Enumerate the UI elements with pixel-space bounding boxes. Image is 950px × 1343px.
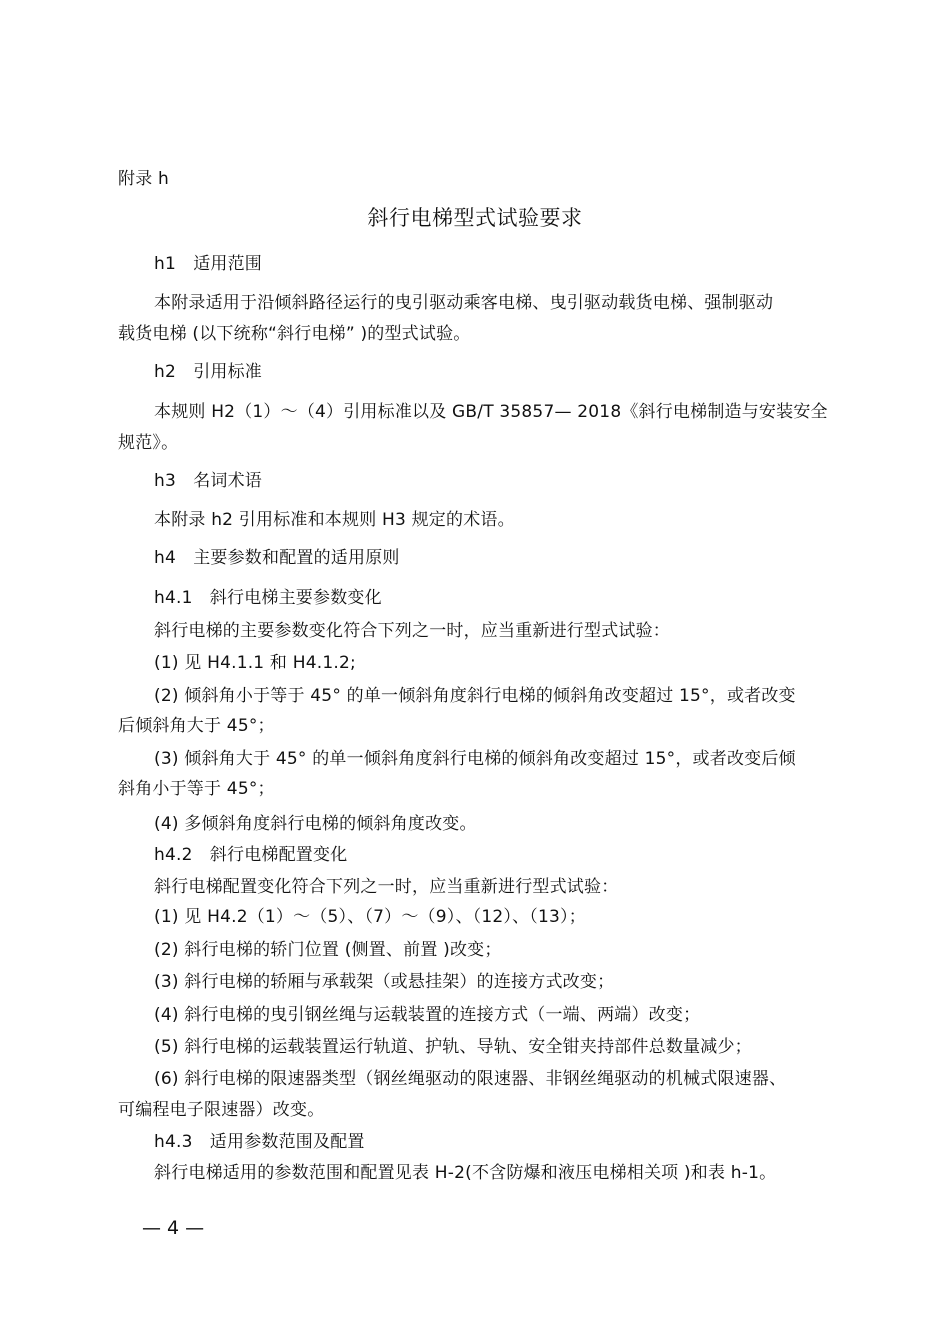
- section-h1-body-line2: 载货电梯 (以下统称“斜行电梯” )的型式试验。: [118, 324, 471, 344]
- page-number: — 4 —: [142, 1217, 205, 1239]
- section-h42-heading: h4.2 斜行电梯配置变化: [154, 845, 348, 865]
- section-h42-item2: (2) 斜行电梯的轿门位置 (侧置、前置 )改变；: [154, 940, 502, 960]
- section-h42-intro: 斜行电梯配置变化符合下列之一时，应当重新进行型式试验：: [154, 877, 619, 897]
- section-h2-body-line2: 规范》。: [118, 433, 179, 453]
- section-h42-item6-line1: (6) 斜行电梯的限速器类型（钢丝绳驱动的限速器、非钢丝绳驱动的机械式限速器、: [154, 1069, 787, 1089]
- appendix-label: 附录 h: [118, 169, 169, 189]
- section-h41-item3-line1: (3) 倾斜角大于 45° 的单一倾斜角度斜行电梯的倾斜角改变超过 15°，或者改变后倾: [154, 749, 796, 769]
- section-h41-item3-line2: 斜角小于等于 45°；: [118, 779, 275, 799]
- section-h3-heading: h3 名词术语: [154, 471, 262, 491]
- section-h41-item2-line2: 后倾斜角大于 45°；: [118, 716, 275, 736]
- section-h1-heading: h1 适用范围: [154, 254, 262, 274]
- section-h42-item3: (3) 斜行电梯的轿厢与承载架（或悬挂架）的连接方式改变；: [154, 972, 615, 992]
- section-h43-heading: h4.3 适用参数范围及配置: [154, 1132, 365, 1152]
- page-title: 斜行电梯型式试验要求: [367, 206, 583, 230]
- section-h42-item1: (1) 见 H4.2（1）～（5）、（7）～（9）、（12）、（13）；: [154, 907, 586, 927]
- section-h42-item4: (4) 斜行电梯的曳引钢丝绳与运载装置的连接方式（一端、两端）改变；: [154, 1005, 701, 1025]
- section-h42-item6-line2: 可编程电子限速器）改变。: [118, 1100, 325, 1120]
- section-h2-heading: h2 引用标准: [154, 362, 262, 382]
- section-h2-body-line1: 本规则 H2（1）～（4）引用标准以及 GB/T 35857— 2018《斜行电梯制造与安装安全: [154, 402, 828, 422]
- section-h41-intro: 斜行电梯的主要参数变化符合下列之一时，应当重新进行型式试验：: [154, 621, 670, 641]
- section-h43-body-line1: 斜行电梯适用的参数范围和配置见表 H-2(不含防爆和液压电梯相关项 )和表 h-1。: [154, 1163, 777, 1183]
- section-h4-heading: h4 主要参数和配置的适用原则: [154, 548, 400, 568]
- section-h41-heading: h4.1 斜行电梯主要参数变化: [154, 588, 382, 608]
- section-h1-body-line1: 本附录适用于沿倾斜路径运行的曳引驱动乘客电梯、曳引驱动载货电梯、强制驱动: [154, 293, 774, 313]
- section-h42-item5: (5) 斜行电梯的运载装置运行轨道、护轨、导轨、安全钳夹持部件总数量减少；: [154, 1037, 752, 1057]
- section-h41-item4: (4) 多倾斜角度斜行电梯的倾斜角度改变。: [154, 814, 477, 834]
- section-h41-item1: (1) 见 H4.1.1 和 H4.1.2;: [154, 653, 356, 673]
- section-h3-body-line1: 本附录 h2 引用标准和本规则 H3 规定的术语。: [154, 510, 515, 530]
- section-h41-item2-line1: (2) 倾斜角小于等于 45° 的单一倾斜角度斜行电梯的倾斜角改变超过 15°，或者改变: [154, 686, 796, 706]
